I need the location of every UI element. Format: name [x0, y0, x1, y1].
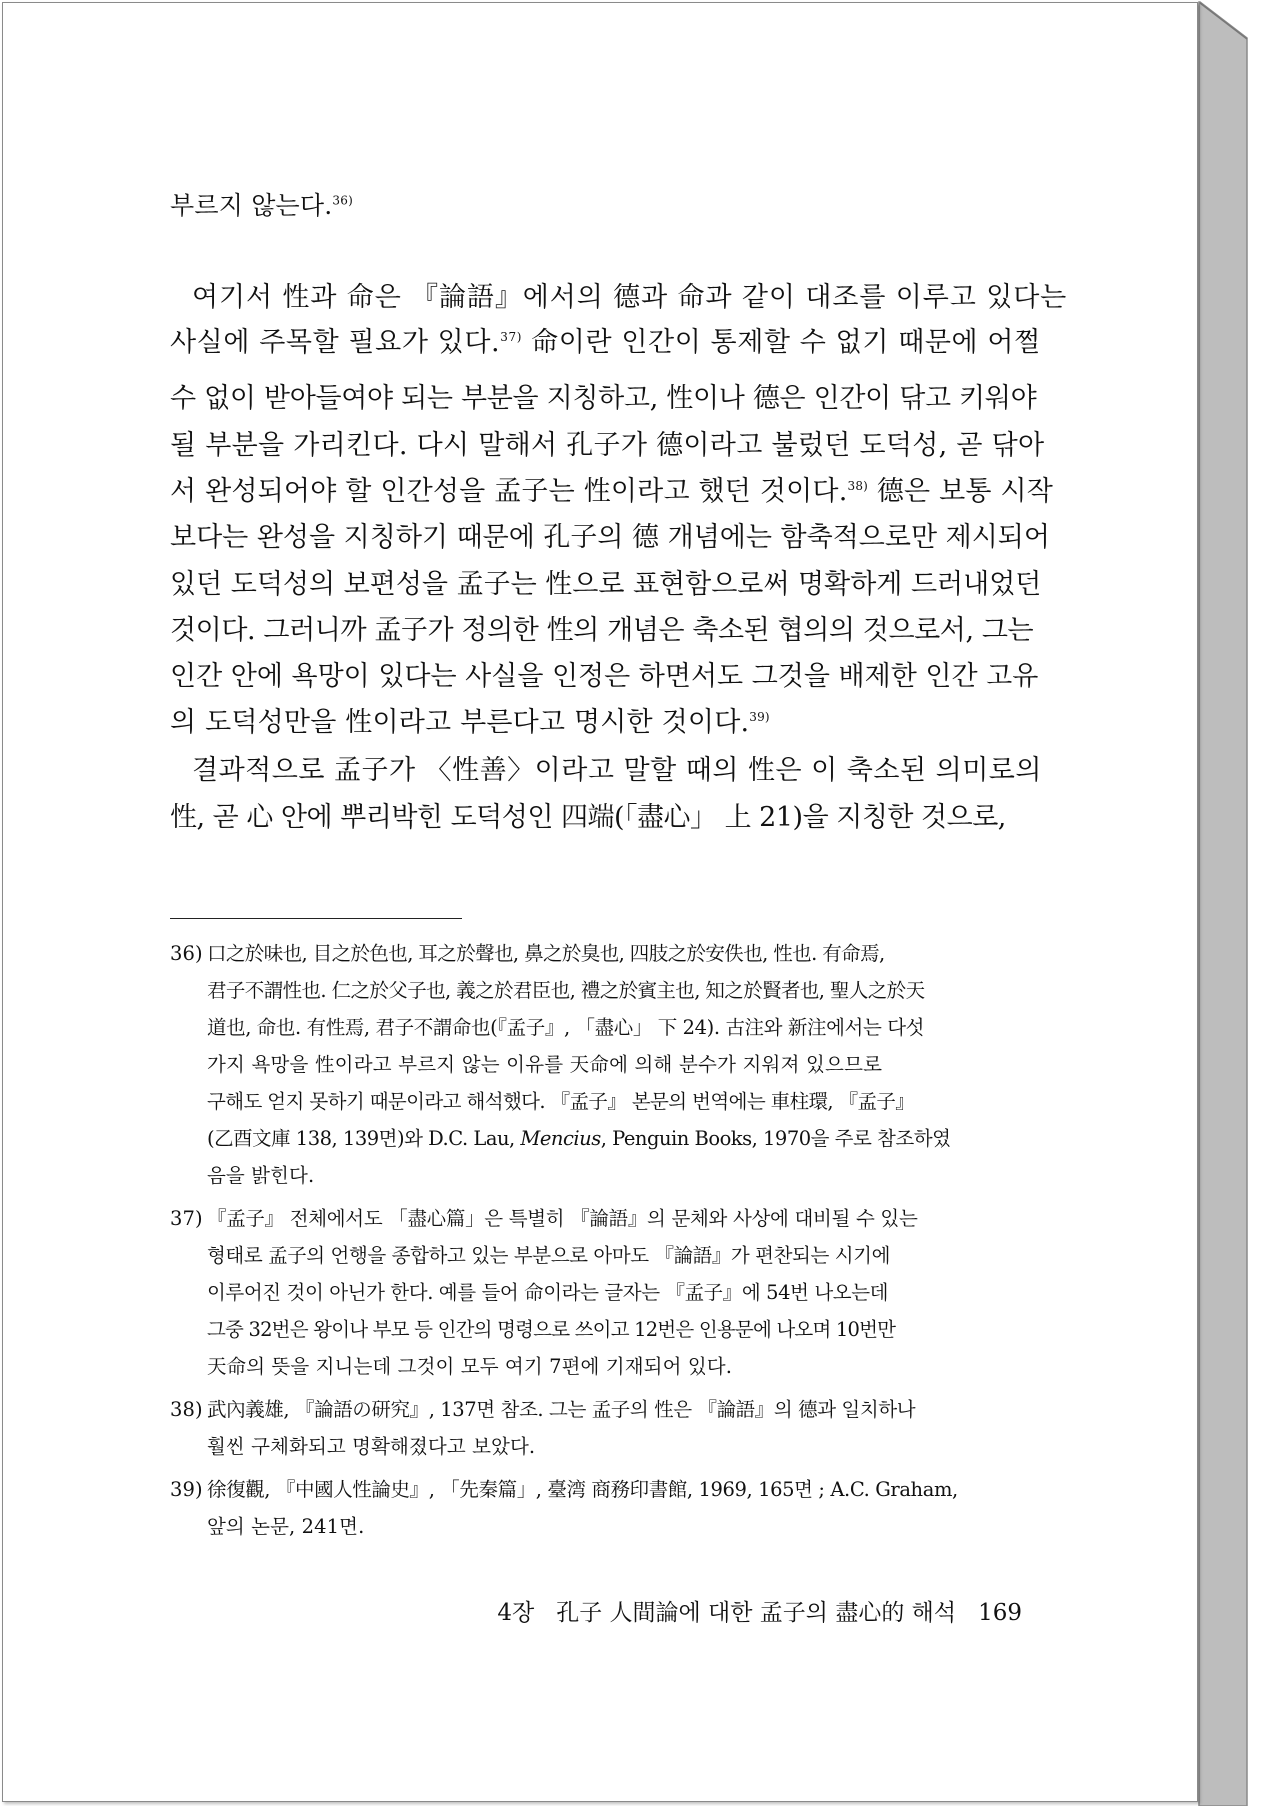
- page-number: 169: [978, 1600, 1022, 1626]
- footnote-line: 道也, 命也. 有性焉, 君子不謂命也(『孟子』, 「盡心」 下 24). 古注와 新注에서는 다섯: [207, 1016, 925, 1039]
- body-line: 인간 안에 욕망이 있다는 사실을 인정은 하면서도 그것을 배제한 인간 고유: [170, 661, 1039, 692]
- body-line: 보다는 완성을 지칭하기 때문에 孔子의 德 개념에는 함축적으로만 제시되어: [170, 522, 1050, 553]
- footnote-number: 38): [170, 1398, 203, 1421]
- footnote-line: (乙酉文庫 138, 139면)와 D.C. Lau, Mencius, Penguin Books, 1970을 주로 참조하였: [207, 1127, 951, 1150]
- body-line: 될 부분을 가리킨다. 다시 말해서 孔子가 德이라고 불렀던 도덕성, 곧 닦아: [170, 430, 1045, 461]
- footnote-ref[interactable]: 39): [749, 710, 770, 724]
- footnote-line: 구해도 얻지 못하기 때문이라고 해석했다. 『孟子』 본문의 번역에는 車柱環, 『孟子』: [207, 1090, 915, 1113]
- footnote-line: 형태로 孟子의 언행을 종합하고 있는 부분으로 아마도 『論語』가 편찬되는 시기에: [207, 1244, 891, 1267]
- footnote-line: 가지 욕망을 性이라고 부르지 않는 이유를 天命에 의해 분수가 지워져 있으므로: [207, 1053, 883, 1076]
- page-sheet: [2, 2, 1198, 1802]
- body-line: 것이다. 그러니까 孟子가 정의한 性의 개념은 축소된 협의의 것으로서, 그는: [170, 615, 1034, 646]
- chapter-label: 4장: [497, 1600, 535, 1626]
- footnote-number: 37): [170, 1207, 203, 1230]
- footnote-line: 이루어진 것이 아닌가 한다. 예를 들어 命이라는 글자는 『孟子』에 54번 나오는데: [207, 1281, 889, 1304]
- body-line: 결과적으로 孟子가 〈性善〉이라고 말할 때의 性은 이 축소된 의미로의: [192, 755, 1042, 786]
- footnote-line: 徐復觀, 『中國人性論史』, 「先秦篇」, 臺湾 商務印書館, 1969, 165면 ; A.C. Graham,: [207, 1478, 958, 1501]
- chapter-title: 孔子 人間論에 대한 孟子의 盡心的 해석: [556, 1600, 957, 1626]
- body-line: 사실에 주목할 필요가 있다.$^{37)}$ 命이란 인간이 통제할 수 없기 때문에 어쩔: [170, 327, 1041, 358]
- footnote-line: 口之於味也, 目之於色也, 耳之於聲也, 鼻之於臭也, 四肢之於安佚也, 性也. 有命焉,: [207, 942, 885, 965]
- footnote-line: 앞의 논문, 241면.: [207, 1515, 365, 1538]
- body-line: 여기서 性과 命은 『論語』에서의 德과 命과 같이 대조를 이루고 있다는: [192, 282, 1068, 313]
- footnote-line: 음을 밝힌다.: [207, 1164, 315, 1187]
- running-footer: [497, 1597, 1022, 1629]
- body-line: 의 도덕성만을 性이라고 부른다고 명시한 것이다.$^{39)}$: [170, 707, 770, 738]
- body-line: 性, 곧 心 안에 뿌리박힌 도덕성인 四端(「盡心」 上 21)을 지칭한 것으로,: [170, 802, 1006, 833]
- footnote-ref[interactable]: 37): [500, 330, 522, 344]
- footnote-number: 36): [170, 942, 203, 965]
- footnote-ref[interactable]: 38): [847, 479, 869, 493]
- footnote-line: 君子不謂性也. 仁之於父子也, 義之於君臣也, 禮之於賓主也, 知之於賢者也, 聖人之於天: [207, 979, 925, 1002]
- body-line: 부르지 않는다.$^{36)}$: [170, 191, 353, 220]
- footnote-ref[interactable]: 36): [332, 193, 353, 208]
- footnote-line: 武內義雄, 『論語の研究』, 137면 참조. 그는 孟子의 性은 『論語』의 德과 일치하나: [207, 1398, 916, 1421]
- body-line: 있던 도덕성의 보편성을 孟子는 性으로 표현함으로써 명확하게 드러내었던: [170, 569, 1042, 600]
- footnote-line: 훨씬 구체화되고 명확해졌다고 보았다.: [207, 1435, 536, 1458]
- footnote-line: 그중 32번은 왕이나 부모 등 인간의 명령으로 쓰이고 12번은 인용문에 나오며 10번만: [207, 1318, 896, 1341]
- footnote-line: 天命의 뜻을 지니는데 그것이 모두 여기 7편에 기재되어 있다.: [207, 1355, 733, 1378]
- footnote-divider: [170, 918, 462, 919]
- footnote-line: 『孟子』 전체에서도 「盡心篇」은 특별히 『論語』의 문체와 사상에 대비될 수 있는: [207, 1207, 918, 1230]
- footnote-number: 39): [170, 1478, 203, 1501]
- body-line: 서 완성되어야 할 인간성을 孟子는 性이라고 했던 것이다.$^{38)}$ 德은 보통 시작: [170, 476, 1054, 507]
- body-line: 수 없이 받아들여야 되는 부분을 지칭하고, 性이나 德은 인간이 닦고 키워야: [170, 383, 1037, 414]
